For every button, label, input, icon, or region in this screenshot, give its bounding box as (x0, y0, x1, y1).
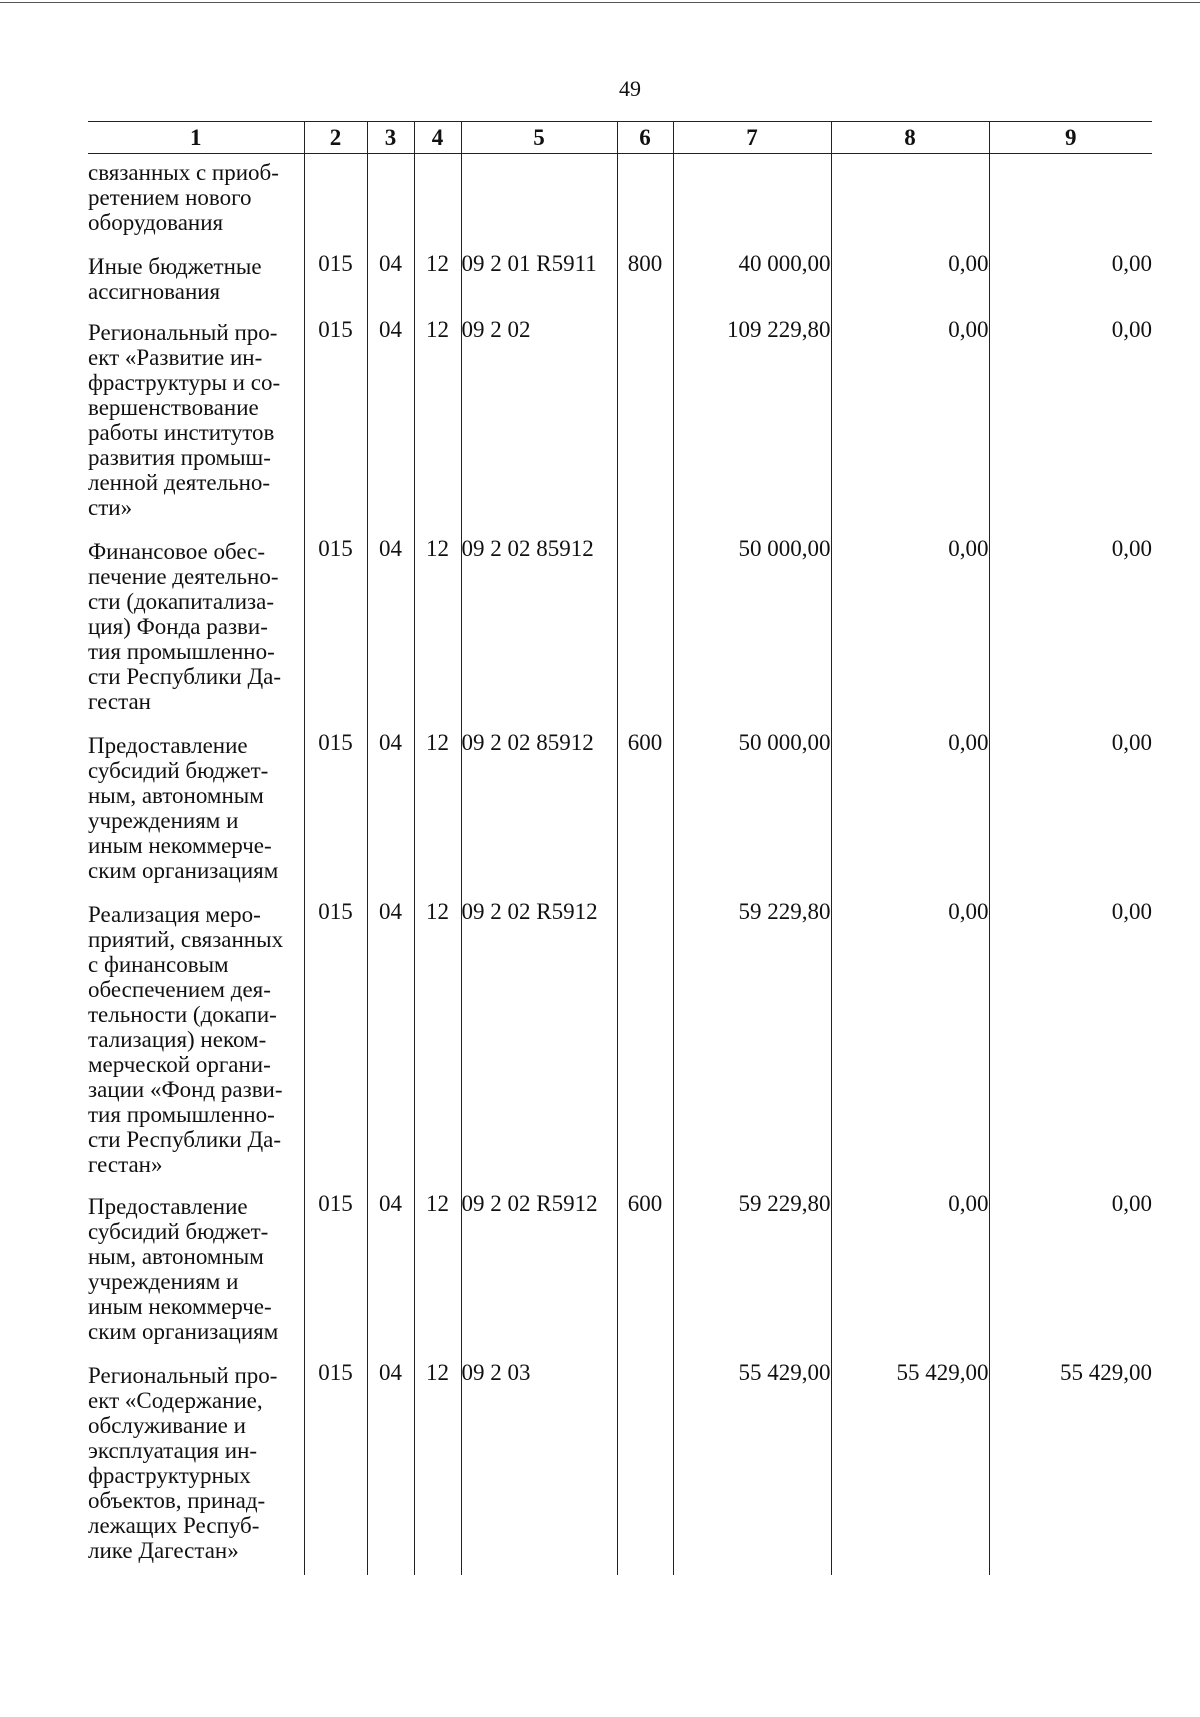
cell-target-article: 09 2 02 R5912 (461, 899, 617, 1191)
cell-expense-type: 600 (617, 1191, 673, 1360)
cell-amount-2: 55 429,00 (831, 1360, 989, 1575)
table-row (88, 1191, 1152, 1360)
cell-admin-code: 015 (304, 251, 367, 317)
item-name: Предоставление субсидий бюджет- ным, автономным учреждениям и иным некоммерче- ским организациям (88, 1191, 304, 1360)
cell-expense-type (617, 154, 673, 251)
cell-expense-type: 800 (617, 251, 673, 317)
header-col-9: 9 (989, 122, 1152, 154)
cell-expense-type (617, 1360, 673, 1575)
item-name: Финансовое обес- печение деятельно- сти (докапитализа- ция) Фонда разви- тия промышленно- сти Республики Да- гестан (88, 536, 304, 730)
cell-section (367, 154, 414, 251)
header-col-3: 3 (367, 122, 414, 154)
cell-amount-3: 55 429,00 (989, 1360, 1152, 1575)
cell-subsection: 12 (414, 899, 461, 1191)
item-name: Региональный про- ект «Содержание, обслуживание и эксплуатация ин- фраструктурных объектов, принад- лежащих Респуб- лике Дагестан» (88, 1360, 304, 1575)
page-number: 49 (619, 76, 641, 101)
cell-amount-1: 55 429,00 (673, 1360, 831, 1575)
cell-target-article: 09 2 02 (461, 317, 617, 536)
cell-target-article: 09 2 01 R5911 (461, 251, 617, 317)
cell-amount-3 (989, 154, 1152, 251)
header-col-1: 1 (88, 122, 304, 154)
header-col-5: 5 (461, 122, 617, 154)
cell-section: 04 (367, 317, 414, 536)
cell-amount-3: 0,00 (989, 536, 1152, 730)
header-col-2: 2 (304, 122, 367, 154)
cell-admin-code: 015 (304, 730, 367, 899)
cell-admin-code: 015 (304, 1360, 367, 1575)
cell-amount-1: 59 229,80 (673, 1191, 831, 1360)
cell-amount-1: 59 229,80 (673, 899, 831, 1191)
cell-section: 04 (367, 1191, 414, 1360)
cell-target-article: 09 2 02 R5912 (461, 1191, 617, 1360)
cell-subsection: 12 (414, 1191, 461, 1360)
top-border-line (0, 2, 1200, 3)
table-row (88, 154, 1152, 251)
cell-amount-3: 0,00 (989, 1191, 1152, 1360)
cell-admin-code: 015 (304, 1191, 367, 1360)
header-col-4: 4 (414, 122, 461, 154)
cell-section: 04 (367, 899, 414, 1191)
cell-admin-code: 015 (304, 317, 367, 536)
item-name: Региональный про- ект «Развитие ин- фраструктуры и со- вершенствование работы институтов развития промыш- ленной деятельно- сти» (88, 317, 304, 536)
cell-amount-2: 0,00 (831, 730, 989, 899)
item-name: Иные бюджетные ассигнования (88, 251, 304, 317)
cell-target-article (461, 154, 617, 251)
cell-admin-code: 015 (304, 536, 367, 730)
cell-expense-type (617, 536, 673, 730)
table-row (88, 899, 1152, 1191)
cell-amount-2: 0,00 (831, 899, 989, 1191)
table-row (88, 730, 1152, 899)
cell-amount-1 (673, 154, 831, 251)
cell-subsection: 12 (414, 1360, 461, 1575)
cell-expense-type (617, 899, 673, 1191)
cell-admin-code: 015 (304, 899, 367, 1191)
cell-amount-2: 0,00 (831, 1191, 989, 1360)
budget-table-container (88, 121, 1152, 1575)
cell-expense-type (617, 317, 673, 536)
header-col-8: 8 (831, 122, 989, 154)
cell-subsection (414, 154, 461, 251)
cell-target-article: 09 2 02 85912 (461, 730, 617, 899)
header-row (88, 122, 1152, 154)
item-name: Предоставление субсидий бюджет- ным, автономным учреждениям и иным некоммерче- ским организациям (88, 730, 304, 899)
header-col-6: 6 (617, 122, 673, 154)
cell-amount-3: 0,00 (989, 317, 1152, 536)
item-name: Реализация меро- приятий, связанных с финансовым обеспечением дея- тельности (докапи- тализация) неком- мерческой органи- зации «Фонд разви- тия промышленно- сти Республики Да- гестан» (88, 899, 304, 1191)
cell-amount-3: 0,00 (989, 899, 1152, 1191)
header-col-7: 7 (673, 122, 831, 154)
cell-amount-3: 0,00 (989, 251, 1152, 317)
item-name: связанных с приоб- ретением нового оборудования (88, 154, 304, 251)
cell-amount-3: 0,00 (989, 730, 1152, 899)
cell-section: 04 (367, 536, 414, 730)
cell-expense-type: 600 (617, 730, 673, 899)
cell-subsection: 12 (414, 317, 461, 536)
cell-subsection: 12 (414, 730, 461, 899)
cell-section: 04 (367, 1360, 414, 1575)
table-row (88, 317, 1152, 536)
table-row (88, 1360, 1152, 1575)
cell-admin-code (304, 154, 367, 251)
cell-amount-2: 0,00 (831, 317, 989, 536)
cell-target-article: 09 2 02 85912 (461, 536, 617, 730)
cell-subsection: 12 (414, 536, 461, 730)
cell-subsection: 12 (414, 251, 461, 317)
cell-amount-1: 109 229,80 (673, 317, 831, 536)
cell-amount-2: 0,00 (831, 536, 989, 730)
table-row (88, 251, 1152, 317)
cell-section: 04 (367, 730, 414, 899)
budget-table (88, 121, 1152, 1575)
table-row (88, 536, 1152, 730)
cell-amount-2: 0,00 (831, 251, 989, 317)
cell-amount-1: 50 000,00 (673, 730, 831, 899)
cell-amount-1: 50 000,00 (673, 536, 831, 730)
cell-amount-1: 40 000,00 (673, 251, 831, 317)
cell-amount-2 (831, 154, 989, 251)
cell-target-article: 09 2 03 (461, 1360, 617, 1575)
cell-section: 04 (367, 251, 414, 317)
